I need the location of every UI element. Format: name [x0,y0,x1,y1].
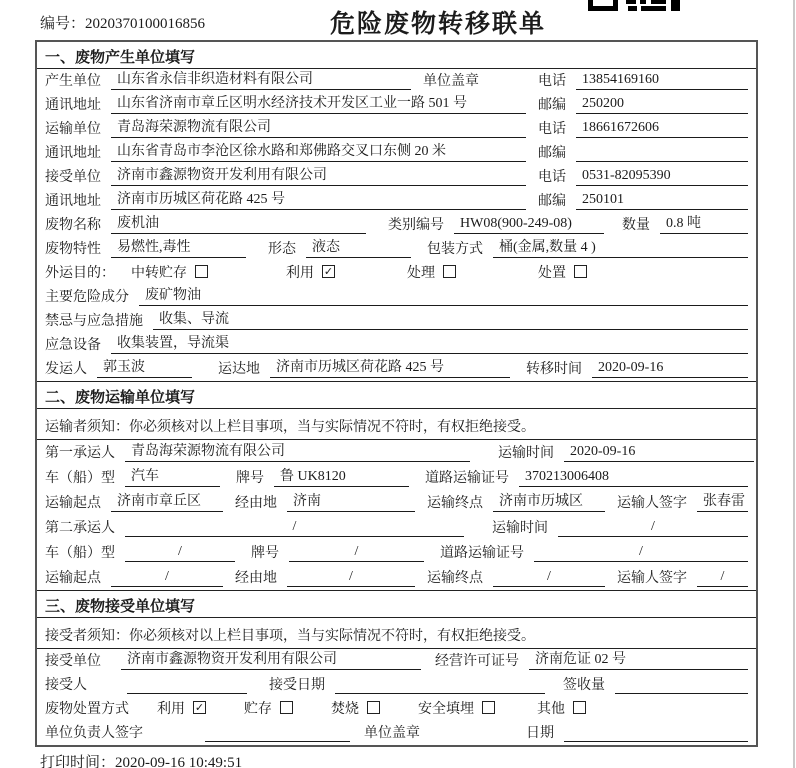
acceptor-label: 接受人 [45,678,87,693]
responsible-signature-value [205,740,350,742]
producer-unit-value: 山东省永信非织造材料有限公司 [111,68,411,90]
transport-time-label: 运输时间 [498,446,554,461]
category-code-value: HW08(900-249-08) [454,216,604,234]
row-waste-name [37,213,756,237]
producer-zip-value: 250200 [576,96,748,114]
disposal-incinerate-checkbox [367,701,380,714]
transport-unit-label: 运输单位 [45,122,101,137]
accept-date-label: 接受日期 [269,678,325,693]
consignor-value: 郭玉波 [97,356,192,378]
page-title: 危险废物转移联单 [329,11,546,38]
window-right-edge [793,0,795,768]
print-time-value: 2020-09-16 10:49:51 [115,755,243,768]
receiver-unit-label: 接受单位 [45,170,101,185]
transport-address-value: 山东省青岛市李沧区徐水路和郑佛路交叉口东侧 20 米 [111,140,526,162]
option-utilize [286,262,335,282]
responsible-signature-label: 单位负责人签字 [45,726,143,741]
packing-value: 桶(金属,数量 4 ) [493,236,748,258]
road-permit-2-value: / [534,544,748,562]
option-disposal-incinerate [331,698,380,718]
origin-2-value: / [111,569,223,587]
option-utilize-label: 利用 [286,266,314,281]
producer-unit-label: 产生单位 [45,74,101,89]
transport-time-2-value: / [558,519,748,537]
qr-code-fragment-icon [588,0,680,11]
row-transport-route-2 [37,565,756,590]
date-label: 日期 [526,726,554,741]
row-vehicle-type-1 [37,465,756,490]
transport-zip-value [576,160,748,162]
row-consignor [37,357,756,381]
receiver-zip-value: 250101 [576,192,748,210]
plate-number-2-value: / [289,544,424,562]
row-disposal-method [37,697,756,721]
carrier-signature-2-label: 运输人签字 [617,571,687,586]
transport-unit-value: 青岛海荣源物流有限公司 [111,116,526,138]
row-transport-route-1 [37,490,756,515]
receiver-unit-value: 济南市鑫源物资开发利用有限公司 [111,164,526,186]
waste-property-value: 易燃性,毒性 [111,236,246,258]
carrier-signature-label: 运输人签字 [617,496,687,511]
contraindication-label: 禁忌与应急措施 [45,314,143,329]
business-license-value: 济南危证 02 号 [529,648,748,670]
dispose-checkbox [574,265,587,278]
option-dispose-label: 处置 [538,266,566,281]
unit-seal-label: 单位盖章 [423,74,479,89]
second-carrier-value: / [125,519,464,537]
row-producer-unit [37,69,756,93]
vehicle-type-2-value: / [125,544,235,562]
transport-address-label: 通讯地址 [45,146,101,161]
road-permit-value: 370213006408 [519,469,748,487]
row-main-hazard [37,285,756,309]
row-vehicle-type-2 [37,540,756,565]
carrier-signature-value: 张春雷 [697,490,748,512]
receipt-quantity-label: 签收量 [563,678,605,693]
road-permit-label: 道路运输证号 [425,471,509,486]
form-state-label: 形态 [268,242,296,257]
date-value [564,740,748,742]
disposal-incinerate-label: 焚烧 [331,702,359,717]
transporter-notice: 运输者须知：你必须核对以上栏目事项，当与实际情况不符时，有权拒绝接受。 [37,409,756,440]
row-outbound-purpose [37,261,756,285]
producer-address-value: 山东省济南市章丘区明水经济技术开发区工业一路 501 号 [111,92,526,114]
producer-phone-label: 电话 [538,74,566,89]
quantity-label: 数量 [622,218,650,233]
via-2-label: 经由地 [235,571,277,586]
row-first-carrier [37,440,756,465]
transport-time-value: 2020-09-16 [564,444,754,462]
print-time [40,751,242,768]
destination-value: 济南市历城区荷花路 425 号 [270,356,510,378]
terminal-2-value: / [493,569,605,587]
section3-header: 三、废物接受单位填写 [37,590,756,618]
business-license-label: 经营许可证号 [435,654,519,669]
road-permit-2-label: 道路运输证号 [440,546,524,561]
receiver-phone-label: 电话 [538,170,566,185]
option-treat-label: 处理 [407,266,435,281]
row-producer-address [37,93,756,117]
acceptor-value [127,692,247,694]
receiver-address-label: 通讯地址 [45,194,101,209]
unit-seal-2-label: 单位盖章 [364,726,420,741]
doc-number-value: 2020370100016856 [85,16,206,32]
disposal-storage-checkbox [280,701,293,714]
option-transfer-storage-label: 中转贮存 [131,266,187,281]
main-hazard-label: 主要危险成分 [45,290,129,305]
receiver-address-value: 济南市历城区荷花路 425 号 [111,188,526,210]
plate-number-2-label: 牌号 [251,546,279,561]
origin-label: 运输起点 [45,496,101,511]
option-dispose [538,262,587,282]
terminal-value: 济南市历城区 [493,490,605,512]
row-waste-property [37,237,756,261]
origin-2-label: 运输起点 [45,571,101,586]
treat-checkbox [443,265,456,278]
option-disposal-landfill [418,698,495,718]
waste-property-label: 废物特性 [45,242,101,257]
accepting-unit-value: 济南市鑫源物资开发利用有限公司 [121,648,421,670]
section1-header: 一、废物产生单位填写 [37,42,756,69]
disposal-landfill-label: 安全填埋 [418,702,474,717]
row-receiver-unit [37,165,756,189]
option-disposal-storage [244,698,293,718]
row-responsible-signature [37,721,756,745]
section2-header: 二、废物运输单位填写 [37,381,756,409]
transport-zip-label: 邮编 [538,146,566,161]
row-acceptor [37,673,756,697]
form-table [35,40,758,747]
terminal-label: 运输终点 [427,496,483,511]
carrier-signature-2-value: / [697,569,748,587]
via-value: 济南 [287,490,415,512]
receiver-notice: 接受者须知：你必须核对以上栏目事项，当与实际情况不符时，有权拒绝接受。 [37,618,756,649]
destination-label: 运达地 [218,362,260,377]
option-treat [407,262,456,282]
receipt-quantity-value [615,692,748,694]
row-transport-address [37,141,756,165]
second-carrier-label: 第二承运人 [45,521,115,536]
origin-value: 济南市章丘区 [111,490,223,512]
via-2-value: / [287,569,415,587]
row-second-carrier [37,515,756,540]
row-contraindication [37,309,756,333]
plate-number-label: 牌号 [236,471,264,486]
vehicle-type-label: 车（船）型 [45,471,115,486]
accept-date-value [335,692,545,694]
transfer-time-value: 2020-09-16 [592,360,748,378]
row-emergency-equipment [37,333,756,357]
option-disposal-utilize [157,698,206,718]
main-hazard-value: 废矿物油 [139,284,748,306]
transport-phone-value: 18661672606 [576,120,748,138]
consignor-label: 发运人 [45,362,87,377]
producer-address-label: 通讯地址 [45,98,101,113]
first-carrier-value: 青岛海荣源物流有限公司 [125,440,470,462]
contraindication-value: 收集、导流 [153,308,748,330]
utilize-checkbox: ✓ [323,266,334,278]
row-transport-unit [37,117,756,141]
emergency-equipment-value: 收集装置，导流渠 [111,332,748,354]
disposal-utilize-label: 利用 [157,702,185,717]
row-accepting-unit [37,649,756,673]
disposal-other-label: 其他 [537,702,565,717]
row-receiver-address [37,189,756,213]
category-code-label: 类别编号 [388,218,444,233]
accepting-unit-label: 接受单位 [45,654,101,669]
vehicle-type-2-label: 车（船）型 [45,546,115,561]
form-state-value: 液态 [306,236,411,258]
outbound-purpose-label: 外运目的： [45,266,115,281]
transport-time-2-label: 运输时间 [492,521,548,536]
via-label: 经由地 [235,496,277,511]
terminal-2-label: 运输终点 [427,571,483,586]
plate-number-value: 鲁 UK8120 [274,465,409,487]
transfer-time-label: 转移时间 [526,362,582,377]
quantity-value: 0.8 吨 [660,212,748,234]
receiver-zip-label: 邮编 [538,194,566,209]
waste-name-label: 废物名称 [45,218,101,233]
disposal-other-checkbox [573,701,586,714]
disposal-storage-label: 贮存 [244,702,272,717]
option-disposal-other [537,698,586,718]
disposal-method-label: 废物处置方式 [45,702,129,717]
vehicle-type-value: 汽车 [125,465,220,487]
first-carrier-label: 第一承运人 [45,446,115,461]
disposal-landfill-checkbox [482,701,495,714]
waste-name-value: 废机油 [111,212,366,234]
packing-label: 包装方式 [427,242,483,257]
transport-phone-label: 电话 [538,122,566,137]
option-transfer-storage [131,262,208,282]
producer-zip-label: 邮编 [538,98,566,113]
print-time-label: 打印时间： [40,755,116,768]
receiver-phone-value: 0531-82095390 [576,168,748,186]
doc-number-label: 编号： [40,16,86,32]
producer-phone-value: 13854169160 [576,72,748,90]
transfer-storage-checkbox [195,265,208,278]
disposal-utilize-checkbox: ✓ [194,702,205,714]
emergency-equipment-label: 应急设备 [45,338,101,353]
